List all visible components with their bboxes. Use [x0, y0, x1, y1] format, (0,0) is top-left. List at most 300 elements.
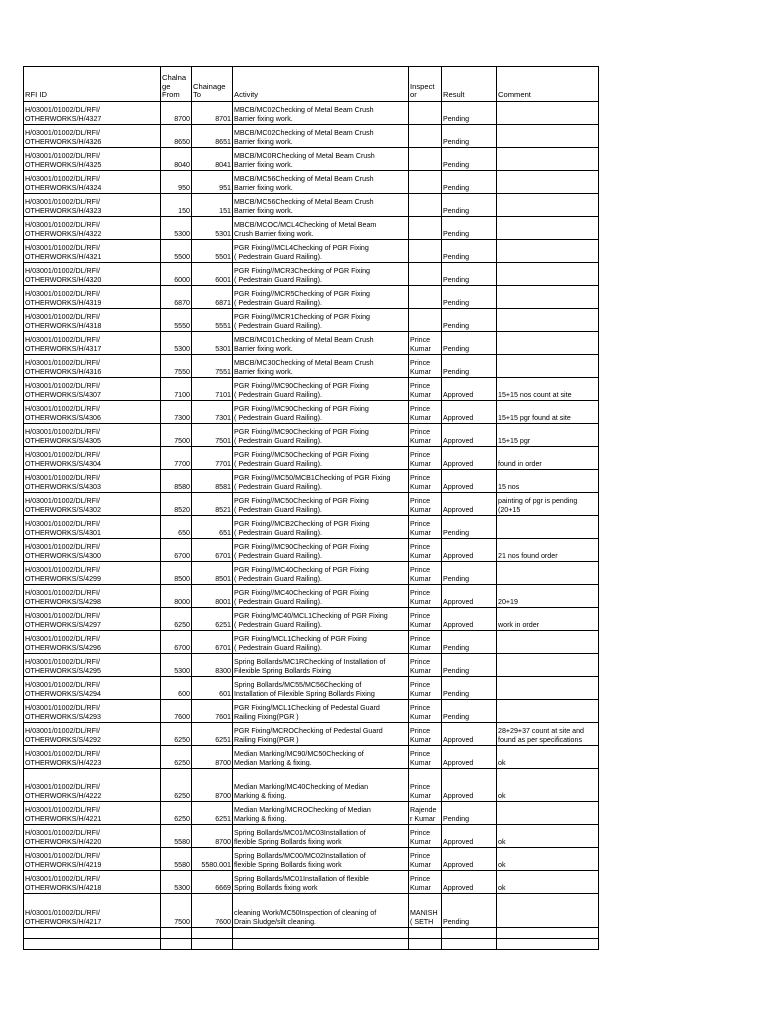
header-activity: Activity [233, 67, 409, 102]
header-chainage-to: Chainage To [192, 67, 233, 102]
header-rfi-id: RFI ID [24, 67, 161, 102]
activity-cell: Spring Bollards/MC00/MC02Installation of flexible Spring Bollards fixing work [233, 848, 409, 871]
inspector-cell: Prince Kumar [409, 562, 442, 585]
chainage-to-cell: 7601 [192, 700, 233, 723]
comment-cell: 28+29+37 count at site and found as per specifications [497, 723, 599, 746]
activity-cell: Median Marking/MC90/MC50Checking of Median Marking & fixing. [233, 746, 409, 769]
rfi-id-cell: H/03001/01002/DL/RFI/ OTHERWORKS/S/4302 [24, 493, 161, 516]
table-row [24, 654, 599, 677]
table-row [24, 447, 599, 470]
chainage-from-cell: 6250 [161, 608, 192, 631]
chainage-to-cell: 8521 [192, 493, 233, 516]
comment-cell [497, 171, 599, 194]
activity-cell: PGR Fixing//MCB2Checking of PGR Fixing ( Pedestrain Guard Railing). [233, 516, 409, 539]
comment-cell: ok [497, 769, 599, 802]
result-cell: Approved [442, 424, 497, 447]
rfi-id-cell: H/03001/01002/DL/RFI/ OTHERWORKS/S/4304 [24, 447, 161, 470]
chainage-to-cell: 8041 [192, 148, 233, 171]
table-row [24, 493, 599, 516]
activity-cell: PGR Fixing//MCL4Checking of PGR Fixing ( Pedestrain Guard Railing). [233, 240, 409, 263]
table-row [24, 562, 599, 585]
empty-cell [409, 928, 442, 939]
chainage-from-cell: 950 [161, 171, 192, 194]
activity-cell: Spring Bollards/MC55/MC56Checking of Installation of Filexible Spring Bollards Fixing [233, 677, 409, 700]
result-cell: Approved [442, 539, 497, 562]
chainage-from-cell: 5580 [161, 848, 192, 871]
chainage-from-cell: 6870 [161, 286, 192, 309]
result-cell: Pending [442, 355, 497, 378]
comment-cell: 21 nos found order [497, 539, 599, 562]
chainage-to-cell: 5301 [192, 332, 233, 355]
activity-cell: PGR Fixing//MC90Checking of PGR Fixing ( Pedestrain Guard Railing). [233, 539, 409, 562]
header-row [24, 67, 599, 102]
chainage-to-cell: 6251 [192, 608, 233, 631]
result-cell: Approved [442, 871, 497, 894]
chainage-to-cell: 5580.001 [192, 848, 233, 871]
table-row [24, 309, 599, 332]
comment-cell: 20+19 [497, 585, 599, 608]
activity-cell: MBCB/MC0RChecking of Metal Beam Crush Barrier fixing work. [233, 148, 409, 171]
rfi-id-cell: H/03001/01002/DL/RFI/ OTHERWORKS/H/4223 [24, 746, 161, 769]
result-cell: Pending [442, 171, 497, 194]
activity-cell: PGR Fixing/MCROChecking of Pedestal Guard Railing Fixing(PGR ) [233, 723, 409, 746]
chainage-to-cell: 8700 [192, 825, 233, 848]
activity-cell: PGR Fixing//MCR3Checking of PGR Fixing ( Pedestrain Guard Railing). [233, 263, 409, 286]
empty-cell [192, 928, 233, 939]
chainage-to-cell: 7600 [192, 894, 233, 928]
empty-row [24, 928, 599, 939]
inspector-cell: Prince Kumar [409, 825, 442, 848]
result-cell: Approved [442, 746, 497, 769]
comment-cell [497, 677, 599, 700]
comment-cell [497, 263, 599, 286]
chainage-to-cell: 601 [192, 677, 233, 700]
rfi-id-cell: H/03001/01002/DL/RFI/ OTHERWORKS/H/4319 [24, 286, 161, 309]
comment-cell [497, 355, 599, 378]
table-row [24, 631, 599, 654]
inspector-cell [409, 171, 442, 194]
activity-cell: Spring Bollards/MC01/MC03Installation of flexible Spring Bollards fixing work [233, 825, 409, 848]
activity-cell: MBCB/MC02Checking of Metal Beam Crush Barrier fixing work. [233, 125, 409, 148]
result-cell: Pending [442, 217, 497, 240]
comment-cell [497, 516, 599, 539]
chainage-from-cell: 8700 [161, 102, 192, 125]
result-cell: Approved [442, 723, 497, 746]
rfi-id-cell: H/03001/01002/DL/RFI/ OTHERWORKS/H/4325 [24, 148, 161, 171]
result-cell: Approved [442, 769, 497, 802]
empty-cell [24, 939, 161, 950]
chainage-to-cell: 6871 [192, 286, 233, 309]
table-row [24, 194, 599, 217]
comment-cell: painting of pgr is pending (20+15 [497, 493, 599, 516]
comment-cell [497, 894, 599, 928]
inspector-cell [409, 263, 442, 286]
rfi-id-cell: H/03001/01002/DL/RFI/ OTHERWORKS/H/4327 [24, 102, 161, 125]
comment-cell [497, 562, 599, 585]
table-row [24, 608, 599, 631]
table-row [24, 723, 599, 746]
chainage-from-cell: 5300 [161, 654, 192, 677]
chainage-to-cell: 5551 [192, 309, 233, 332]
empty-cell [161, 928, 192, 939]
comment-cell: ok [497, 825, 599, 848]
table-row [24, 217, 599, 240]
inspector-cell: Prince Kumar [409, 631, 442, 654]
inspector-cell: Prince Kumar [409, 424, 442, 447]
chainage-to-cell: 8651 [192, 125, 233, 148]
result-cell: Approved [442, 825, 497, 848]
activity-cell: PGR Fixing//MC90Checking of PGR Fixing ( Pedestrain Guard Railing). [233, 401, 409, 424]
empty-cell [409, 939, 442, 950]
chainage-from-cell: 6250 [161, 723, 192, 746]
chainage-to-cell: 7301 [192, 401, 233, 424]
comment-cell [497, 148, 599, 171]
result-cell: Pending [442, 309, 497, 332]
result-cell: Pending [442, 194, 497, 217]
rfi-id-cell: H/03001/01002/DL/RFI/ OTHERWORKS/S/4297 [24, 608, 161, 631]
inspector-cell: Prince Kumar [409, 871, 442, 894]
activity-cell: PGR Fixing/MCL1Checking of PGR Fixing ( Pedestrain Guard Railing). [233, 631, 409, 654]
chainage-from-cell: 6250 [161, 746, 192, 769]
table-row [24, 585, 599, 608]
chainage-to-cell: 8001 [192, 585, 233, 608]
chainage-from-cell: 5300 [161, 871, 192, 894]
comment-cell [497, 802, 599, 825]
result-cell: Pending [442, 125, 497, 148]
table-row [24, 871, 599, 894]
chainage-from-cell: 5580 [161, 825, 192, 848]
comment-cell [497, 631, 599, 654]
inspector-cell: Prince Kumar [409, 539, 442, 562]
table-row [24, 263, 599, 286]
rfi-id-cell: H/03001/01002/DL/RFI/ OTHERWORKS/S/4296 [24, 631, 161, 654]
chainage-from-cell: 5500 [161, 240, 192, 263]
table-body [24, 102, 599, 928]
comment-cell: 15+15 pgr found at site [497, 401, 599, 424]
chainage-to-cell: 6251 [192, 802, 233, 825]
empty-cell [24, 928, 161, 939]
empty-cell [442, 928, 497, 939]
result-cell: Pending [442, 802, 497, 825]
activity-cell: PGR Fixing//MC90Checking of PGR Fixing ( Pedestrain Guard Railing). [233, 424, 409, 447]
chainage-from-cell: 7500 [161, 424, 192, 447]
rfi-id-cell: H/03001/01002/DL/RFI/ OTHERWORKS/H/4220 [24, 825, 161, 848]
header-inspector: Inspect or [409, 67, 442, 102]
chainage-to-cell: 6701 [192, 539, 233, 562]
inspector-cell: Prince Kumar [409, 493, 442, 516]
table-row [24, 401, 599, 424]
inspector-cell [409, 240, 442, 263]
chainage-from-cell: 5300 [161, 332, 192, 355]
inspector-cell: Prince Kumar [409, 401, 442, 424]
chainage-to-cell: 8501 [192, 562, 233, 585]
table-row [24, 470, 599, 493]
rfi-id-cell: H/03001/01002/DL/RFI/ OTHERWORKS/H/4321 [24, 240, 161, 263]
chainage-from-cell: 8650 [161, 125, 192, 148]
activity-cell: Median Marking/MC40Checking of Median Marking & fixing. [233, 769, 409, 802]
comment-cell [497, 700, 599, 723]
activity-cell: PGR Fixing//MC90Checking of PGR Fixing ( Pedestrain Guard Railing). [233, 378, 409, 401]
chainage-from-cell: 650 [161, 516, 192, 539]
activity-cell: MBCB/MC56Checking of Metal Beam Crush Barrier fixing work. [233, 194, 409, 217]
table-row [24, 378, 599, 401]
comment-cell [497, 102, 599, 125]
empty-cell [497, 939, 599, 950]
table-row [24, 802, 599, 825]
inspector-cell: Prince Kumar [409, 516, 442, 539]
rfi-id-cell: H/03001/01002/DL/RFI/ OTHERWORKS/H/4217 [24, 894, 161, 928]
table-row [24, 769, 599, 802]
chainage-to-cell: 6001 [192, 263, 233, 286]
table-row [24, 286, 599, 309]
inspector-cell: Prince Kumar [409, 355, 442, 378]
table-row [24, 171, 599, 194]
inspector-cell: Prince Kumar [409, 848, 442, 871]
chainage-from-cell: 5300 [161, 217, 192, 240]
comment-cell: ok [497, 746, 599, 769]
chainage-to-cell: 8581 [192, 470, 233, 493]
result-cell: Pending [442, 263, 497, 286]
inspector-cell: Prince Kumar [409, 700, 442, 723]
activity-cell: Spring Bollards/MC01Installation of flexible Spring Bollards fixing work [233, 871, 409, 894]
result-cell: Approved [442, 470, 497, 493]
result-cell: Pending [442, 677, 497, 700]
empty-cell [497, 928, 599, 939]
inspector-cell: MANISH ( SETH [409, 894, 442, 928]
table-row [24, 516, 599, 539]
table-row [24, 125, 599, 148]
rfi-id-cell: H/03001/01002/DL/RFI/ OTHERWORKS/H/4323 [24, 194, 161, 217]
table-row [24, 355, 599, 378]
chainage-from-cell: 7600 [161, 700, 192, 723]
empty-cell [442, 939, 497, 950]
activity-cell: PGR Fixing//MCR5Checking of PGR Fixing ( Pedestrain Guard Railing). [233, 286, 409, 309]
activity-cell: PGR Fixing//MC50Checking of PGR Fixing ( Pedestrain Guard Railing). [233, 447, 409, 470]
rfi-id-cell: H/03001/01002/DL/RFI/ OTHERWORKS/H/4318 [24, 309, 161, 332]
comment-cell: ok [497, 848, 599, 871]
activity-cell: MBCB/MCOC/MCL4Checking of Metal Beam Crush Barrier fixing work. [233, 217, 409, 240]
rfi-id-cell: H/03001/01002/DL/RFI/ OTHERWORKS/H/4320 [24, 263, 161, 286]
comment-cell [497, 125, 599, 148]
activity-cell: PGR Fixing/MCL1Checking of Pedestal Guard Railing Fixing(PGR ) [233, 700, 409, 723]
result-cell: Pending [442, 332, 497, 355]
rfi-id-cell: H/03001/01002/DL/RFI/ OTHERWORKS/H/4324 [24, 171, 161, 194]
chainage-from-cell: 6000 [161, 263, 192, 286]
result-cell: Approved [442, 378, 497, 401]
chainage-from-cell: 7700 [161, 447, 192, 470]
empty-cell [233, 939, 409, 950]
result-cell: Pending [442, 894, 497, 928]
result-cell: Approved [442, 608, 497, 631]
table-row [24, 825, 599, 848]
activity-cell: PGR Fixing//MCR1Checking of PGR Fixing ( Pedestrain Guard Railing). [233, 309, 409, 332]
result-cell: Approved [442, 401, 497, 424]
inspector-cell [409, 125, 442, 148]
rfi-id-cell: H/03001/01002/DL/RFI/ OTHERWORKS/H/4322 [24, 217, 161, 240]
activity-cell: Spring Bollards/MC1RChecking of Installation of Filexible Spring Bollards Fixing [233, 654, 409, 677]
inspector-cell [409, 148, 442, 171]
header-chainage-from: Chalna ge From [161, 67, 192, 102]
empty-cell [233, 928, 409, 939]
result-cell: Approved [442, 585, 497, 608]
comment-cell [497, 332, 599, 355]
chainage-from-cell: 5550 [161, 309, 192, 332]
comment-cell [497, 194, 599, 217]
inspector-cell: Prince Kumar [409, 378, 442, 401]
table-row [24, 848, 599, 871]
inspector-cell: Prince Kumar [409, 654, 442, 677]
rfi-id-cell: H/03001/01002/DL/RFI/ OTHERWORKS/S/4306 [24, 401, 161, 424]
result-cell: Pending [442, 102, 497, 125]
activity-cell: MBCB/MC01Checking of Metal Beam Crush Barrier fixing work. [233, 332, 409, 355]
table-row [24, 148, 599, 171]
chainage-to-cell: 8700 [192, 746, 233, 769]
inspector-cell [409, 102, 442, 125]
inspector-cell: Prince Kumar [409, 677, 442, 700]
inspector-cell: Prince Kumar [409, 769, 442, 802]
inspector-cell: Rajende r Kumar [409, 802, 442, 825]
rfi-table [23, 66, 599, 950]
activity-cell: PGR Fixing//MC40Checking of PGR Fixing ( Pedestrain Guard Railing). [233, 562, 409, 585]
activity-cell: cleaning Work/MC50Inspection of cleaning of Drain Sludge/silt cleaning. [233, 894, 409, 928]
chainage-to-cell: 7701 [192, 447, 233, 470]
chainage-to-cell: 7501 [192, 424, 233, 447]
activity-cell: Median Marking/MCROChecking of Median Marking & fixing. [233, 802, 409, 825]
chainage-from-cell: 7300 [161, 401, 192, 424]
chainage-to-cell: 8700 [192, 769, 233, 802]
inspector-cell: Prince Kumar [409, 447, 442, 470]
header-comment: Comment [497, 67, 599, 102]
chainage-from-cell: 6700 [161, 631, 192, 654]
comment-cell: 15+15 nos count at site [497, 378, 599, 401]
comment-cell [497, 286, 599, 309]
inspector-cell: Prince Kumar [409, 723, 442, 746]
activity-cell: PGR Fixing/MC40/MCL1Checking of PGR Fixing ( Pedestrain Guard Railing). [233, 608, 409, 631]
rfi-id-cell: H/03001/01002/DL/RFI/ OTHERWORKS/S/4298 [24, 585, 161, 608]
chainage-from-cell: 8040 [161, 148, 192, 171]
inspector-cell [409, 286, 442, 309]
inspector-cell: Prince Kumar [409, 470, 442, 493]
chainage-from-cell: 600 [161, 677, 192, 700]
empty-row [24, 939, 599, 950]
chainage-from-cell: 8500 [161, 562, 192, 585]
rfi-id-cell: H/03001/01002/DL/RFI/ OTHERWORKS/S/4292 [24, 723, 161, 746]
chainage-to-cell: 8701 [192, 102, 233, 125]
chainage-to-cell: 6701 [192, 631, 233, 654]
result-cell: Approved [442, 848, 497, 871]
chainage-from-cell: 6700 [161, 539, 192, 562]
rfi-id-cell: H/03001/01002/DL/RFI/ OTHERWORKS/H/4218 [24, 871, 161, 894]
table-row [24, 539, 599, 562]
chainage-from-cell: 7550 [161, 355, 192, 378]
result-cell: Pending [442, 148, 497, 171]
rfi-id-cell: H/03001/01002/DL/RFI/ OTHERWORKS/H/4326 [24, 125, 161, 148]
comment-cell: ok [497, 871, 599, 894]
result-cell: Pending [442, 286, 497, 309]
chainage-to-cell: 7101 [192, 378, 233, 401]
comment-cell [497, 240, 599, 263]
table-row [24, 677, 599, 700]
empty-cell [161, 939, 192, 950]
result-cell: Pending [442, 700, 497, 723]
result-cell: Approved [442, 493, 497, 516]
inspector-cell [409, 309, 442, 332]
result-cell: Pending [442, 562, 497, 585]
activity-cell: PGR Fixing//MC40Checking of PGR Fixing ( Pedestrain Guard Railing). [233, 585, 409, 608]
chainage-to-cell: 951 [192, 171, 233, 194]
rfi-id-cell: H/03001/01002/DL/RFI/ OTHERWORKS/S/4307 [24, 378, 161, 401]
inspector-cell: Prince Kumar [409, 585, 442, 608]
result-cell: Pending [442, 654, 497, 677]
chainage-from-cell: 8000 [161, 585, 192, 608]
table-row [24, 746, 599, 769]
inspector-cell: Prince Kumar [409, 332, 442, 355]
inspector-cell: Prince Kumar [409, 608, 442, 631]
rfi-id-cell: H/03001/01002/DL/RFI/ OTHERWORKS/S/4293 [24, 700, 161, 723]
rfi-id-cell: H/03001/01002/DL/RFI/ OTHERWORKS/S/4301 [24, 516, 161, 539]
chainage-from-cell: 150 [161, 194, 192, 217]
rfi-id-cell: H/03001/01002/DL/RFI/ OTHERWORKS/H/4221 [24, 802, 161, 825]
comment-cell [497, 654, 599, 677]
rfi-id-cell: H/03001/01002/DL/RFI/ OTHERWORKS/S/4305 [24, 424, 161, 447]
rfi-id-cell: H/03001/01002/DL/RFI/ OTHERWORKS/H/4317 [24, 332, 161, 355]
activity-cell: MBCB/MC02Checking of Metal Beam Crush Barrier fixing work. [233, 102, 409, 125]
chainage-to-cell: 6251 [192, 723, 233, 746]
inspector-cell [409, 194, 442, 217]
result-cell: Pending [442, 240, 497, 263]
comment-cell: 15+15 pgr [497, 424, 599, 447]
chainage-to-cell: 5501 [192, 240, 233, 263]
chainage-to-cell: 6669 [192, 871, 233, 894]
chainage-to-cell: 5301 [192, 217, 233, 240]
chainage-from-cell: 6250 [161, 802, 192, 825]
comment-cell: 15 nos [497, 470, 599, 493]
activity-cell: MBCB/MC56Checking of Metal Beam Crush Barrier fixing work. [233, 171, 409, 194]
rfi-id-cell: H/03001/01002/DL/RFI/ OTHERWORKS/S/4295 [24, 654, 161, 677]
rfi-id-cell: H/03001/01002/DL/RFI/ OTHERWORKS/H/4222 [24, 769, 161, 802]
result-cell: Approved [442, 447, 497, 470]
chainage-from-cell: 8580 [161, 470, 192, 493]
chainage-to-cell: 651 [192, 516, 233, 539]
inspector-cell: Prince Kumar [409, 746, 442, 769]
comment-cell [497, 217, 599, 240]
table-row [24, 894, 599, 928]
rfi-id-cell: H/03001/01002/DL/RFI/ OTHERWORKS/S/4300 [24, 539, 161, 562]
activity-cell: PGR Fixing//MC50/MCB1Checking of PGR Fixing ( Pedestrain Guard Railing). [233, 470, 409, 493]
rfi-id-cell: H/03001/01002/DL/RFI/ OTHERWORKS/H/4219 [24, 848, 161, 871]
table-row [24, 332, 599, 355]
header-result: Result [442, 67, 497, 102]
empty-cell [192, 939, 233, 950]
comment-cell: work in order [497, 608, 599, 631]
rfi-id-cell: H/03001/01002/DL/RFI/ OTHERWORKS/S/4294 [24, 677, 161, 700]
chainage-from-cell: 8520 [161, 493, 192, 516]
rfi-id-cell: H/03001/01002/DL/RFI/ OTHERWORKS/S/4299 [24, 562, 161, 585]
chainage-to-cell: 8300 [192, 654, 233, 677]
rfi-id-cell: H/03001/01002/DL/RFI/ OTHERWORKS/S/4303 [24, 470, 161, 493]
table-row [24, 102, 599, 125]
chainage-to-cell: 151 [192, 194, 233, 217]
chainage-from-cell: 6250 [161, 769, 192, 802]
table-row [24, 424, 599, 447]
chainage-from-cell: 7500 [161, 894, 192, 928]
activity-cell: MBCB/MC30Checking of Metal Beam Crush Barrier fixing work. [233, 355, 409, 378]
activity-cell: PGR Fixing//MC50Checking of PGR Fixing ( Pedestrain Guard Railing). [233, 493, 409, 516]
chainage-to-cell: 7551 [192, 355, 233, 378]
result-cell: Pending [442, 516, 497, 539]
chainage-from-cell: 7100 [161, 378, 192, 401]
rfi-id-cell: H/03001/01002/DL/RFI/ OTHERWORKS/H/4316 [24, 355, 161, 378]
